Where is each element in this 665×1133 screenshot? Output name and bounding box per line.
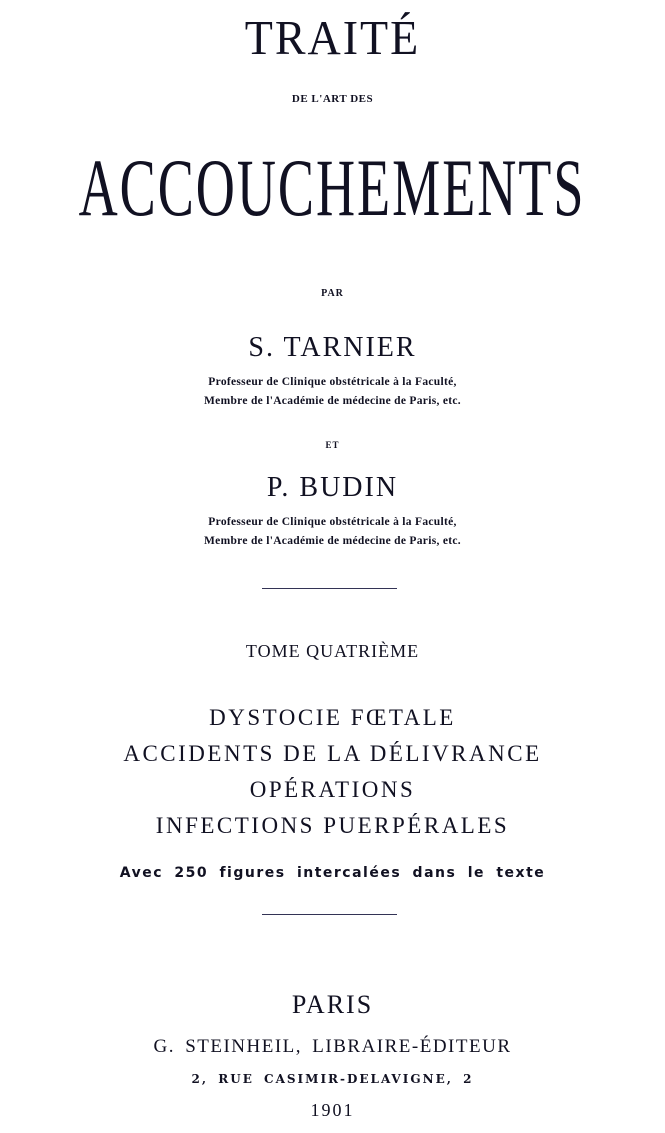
publication-year: 1901 (310, 1100, 355, 1120)
affiliation-line: Membre de l'Académie de médecine de Paris, etc. (204, 535, 461, 547)
subject-line: INFECTIONS PUERPÉRALES (155, 813, 510, 838)
by-label: PAR (321, 288, 344, 299)
affiliation-line: Membre de l'Académie de médecine de Paris, etc. (204, 395, 461, 407)
figures-note: Avec 250 figures intercalées dans le texte (119, 865, 546, 881)
title-de-l-art-des: DE L'ART DES (291, 93, 374, 105)
publication-city: PARIS (291, 990, 374, 1019)
divider-rule (262, 914, 397, 915)
affiliation-line: Professeur de Clinique obstétricale à la Faculté, (208, 376, 457, 388)
title-traite: TRAITÉ (244, 10, 421, 65)
author-name-budin: P. BUDIN (266, 472, 399, 503)
publisher-address: 2, RUE CASIMIR-DELAVIGNE, 2 (191, 1072, 474, 1086)
conjunction-label: ET (325, 440, 340, 450)
publisher-name: G. STEINHEIL, LIBRAIRE-ÉDITEUR (153, 1036, 512, 1057)
subject-line: OPÉRATIONS (249, 777, 416, 802)
author-affiliation-budin (0, 513, 665, 551)
author-name-tarnier: S. TARNIER (248, 332, 417, 363)
author-affiliation-tarnier (0, 373, 665, 411)
divider-rule (262, 588, 397, 589)
affiliation-line: Professeur de Clinique obstétricale à la Faculté, (208, 516, 457, 528)
title-accouchements: ACCOUCHEMENTS (78, 142, 586, 233)
subject-line: DYSTOCIE FŒTALE (209, 705, 456, 730)
volume-label: TOME QUATRIÈME (245, 641, 420, 661)
subject-line: ACCIDENTS DE LA DÉLIVRANCE (123, 741, 542, 766)
